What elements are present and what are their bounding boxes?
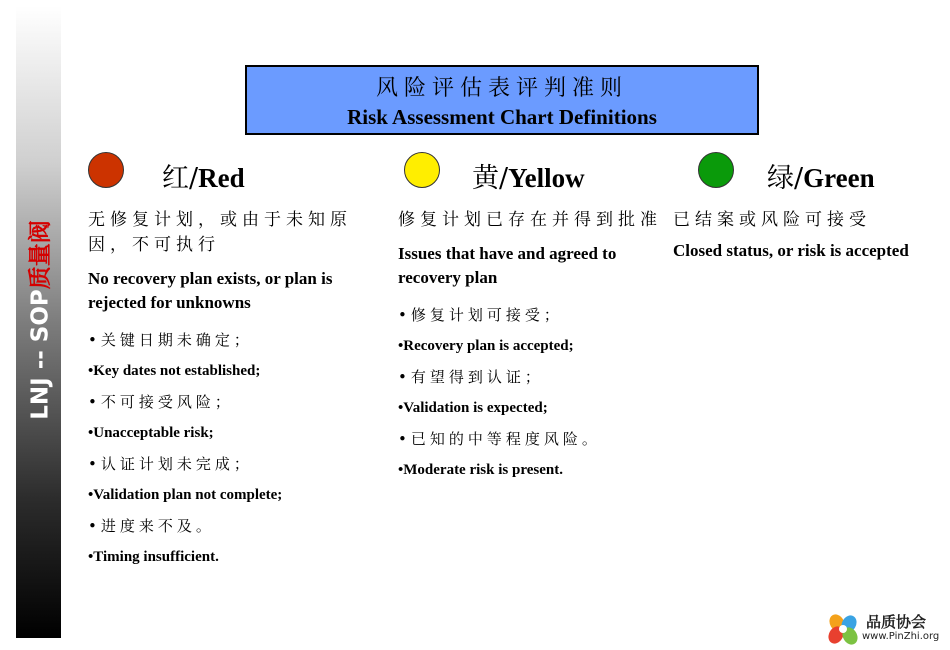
column-green <box>673 150 948 263</box>
yellow-circle-icon <box>404 152 440 188</box>
pinzhi-logo[interactable] <box>826 611 946 647</box>
column-red <box>88 150 378 573</box>
logo-url: www.PinZhi.org <box>862 631 940 642</box>
red-desc-zh: 无修复计划，或由于未知原因，不可执行 <box>88 210 352 255</box>
red-heading-label: 红/Red <box>162 163 245 194</box>
flower-logo-icon <box>826 613 860 645</box>
yellow-desc-en: Issues that have and agreed to recovery plan <box>398 244 617 287</box>
list-item: •已知的中等程度风险。 <box>398 430 601 448</box>
title-en: Risk Assessment Chart Definitions <box>347 105 657 129</box>
green-heading <box>673 150 948 208</box>
sidebar-label-cjk: 质量阀 <box>27 220 54 290</box>
list-item: •Moderate risk is present. <box>398 462 563 478</box>
sidebar-label-latin: LNJ -- SOP <box>27 289 54 420</box>
yellow-heading-label: 黄/Yellow <box>472 163 585 194</box>
yellow-heading <box>398 150 668 208</box>
red-bullet-list <box>88 325 378 573</box>
list-item: •认证计划未完成； <box>88 455 253 473</box>
sidebar-label <box>22 220 55 420</box>
green-desc-zh: 已结案或风险可接受 <box>673 210 871 230</box>
title-zh: 风险评估表评判准则 <box>375 76 628 101</box>
list-item: •进度来不及。 <box>88 517 215 535</box>
red-desc-en: No recovery plan exists, or plan is rejected for unknowns <box>88 269 333 312</box>
list-item: •Key dates not established; <box>88 363 261 379</box>
list-item: •Recovery plan is accepted; <box>398 338 574 354</box>
red-heading <box>88 150 378 208</box>
list-item: •Timing insufficient. <box>88 549 219 565</box>
list-item: •Validation plan not complete; <box>88 487 283 503</box>
list-item: •修复计划可接受； <box>398 306 563 324</box>
list-item: •有望得到认证； <box>398 368 544 386</box>
list-item: •Validation is expected; <box>398 400 548 416</box>
logo-name: 品质协会 <box>866 613 927 631</box>
red-circle-icon <box>88 152 124 188</box>
column-yellow <box>398 150 668 486</box>
list-item: •关键日期未确定； <box>88 331 253 349</box>
yellow-desc-zh: 修复计划已存在并得到批准 <box>398 210 662 230</box>
green-desc-en: Closed status, or risk is accepted <box>673 241 909 260</box>
list-item: •不可接受风险； <box>88 393 234 411</box>
yellow-bullet-list <box>398 300 668 486</box>
green-circle-icon <box>698 152 734 188</box>
title-box <box>245 65 759 135</box>
list-item: •Unacceptable risk; <box>88 425 214 441</box>
green-heading-label: 绿/Green <box>767 163 875 194</box>
